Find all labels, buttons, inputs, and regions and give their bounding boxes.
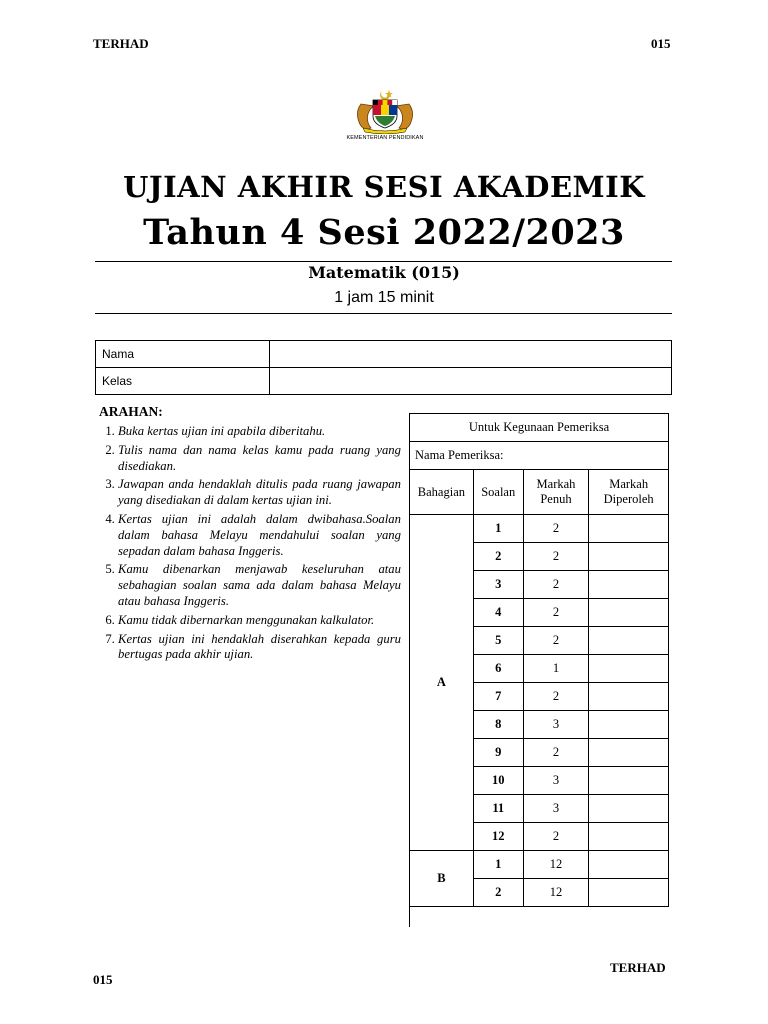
header-classification: TERHAD xyxy=(93,36,149,51)
question-number-cell: 2 xyxy=(473,543,523,571)
crest xyxy=(340,88,430,144)
obtained-mark-cell[interactable] xyxy=(589,879,669,907)
tail-spacer xyxy=(589,907,669,928)
obtained-mark-cell[interactable] xyxy=(589,851,669,879)
full-mark-cell: 2 xyxy=(523,683,589,711)
instruction-item: 3. Jawapan anda hendaklah ditulis pada ruang jawapan yang disediakan di dalam kertas ujian ini. xyxy=(118,477,401,509)
obtained-mark-cell[interactable] xyxy=(589,599,669,627)
question-number-cell: 9 xyxy=(473,739,523,767)
obtained-mark-cell[interactable] xyxy=(589,795,669,823)
instruction-item: 5. Kamu dibenarkan menjawab keseluruhan atau sebahagian soalan sama ada dalam bahasa Melayu atau bahasa Inggeris. xyxy=(118,562,401,609)
question-number-cell: 2 xyxy=(473,879,523,907)
divider-top xyxy=(95,261,672,262)
question-number-cell: 6 xyxy=(473,655,523,683)
tail-cell xyxy=(410,907,474,928)
exam-duration: 1 jam 15 minit xyxy=(334,289,434,306)
question-number-cell: 7 xyxy=(473,683,523,711)
full-mark-cell: 2 xyxy=(523,515,589,543)
name-field[interactable] xyxy=(270,341,672,368)
obtained-mark-cell[interactable] xyxy=(589,739,669,767)
divider-bottom xyxy=(95,313,672,314)
question-number-cell: 3 xyxy=(473,571,523,599)
instructions-list xyxy=(100,424,401,666)
col-header-question: Soalan xyxy=(473,470,523,515)
col-header-full-mark: Markah Penuh xyxy=(523,470,589,515)
class-field[interactable] xyxy=(270,368,672,395)
name-label: Nama xyxy=(96,341,270,368)
malaysia-coat-of-arms-icon xyxy=(353,88,417,134)
class-row xyxy=(96,368,672,395)
student-info-table xyxy=(95,340,672,395)
full-mark-cell: 3 xyxy=(523,767,589,795)
instruction-item: 1. Buka kertas ujian ini apabila diberitahu. xyxy=(118,424,401,440)
table-row xyxy=(410,851,669,879)
name-row xyxy=(96,341,672,368)
full-mark-cell: 12 xyxy=(523,851,589,879)
examiner-table-tail xyxy=(410,907,669,928)
full-mark-cell: 3 xyxy=(523,795,589,823)
full-mark-cell: 1 xyxy=(523,655,589,683)
obtained-mark-cell[interactable] xyxy=(589,711,669,739)
question-number-cell: 10 xyxy=(473,767,523,795)
question-number-cell: 1 xyxy=(473,515,523,543)
footer-classification: TERHAD xyxy=(610,960,666,975)
examiner-name-row xyxy=(410,442,669,470)
exam-title: UJIAN AKHIR SESI AKADEMIK xyxy=(123,170,645,204)
col-header-obtained: Markah Diperoleh xyxy=(589,470,669,515)
ministry-caption: KEMENTERIAN PENDIDIKAN xyxy=(346,135,424,141)
examiner-table-body xyxy=(410,515,669,907)
question-number-cell: 5 xyxy=(473,627,523,655)
obtained-mark-cell[interactable] xyxy=(589,627,669,655)
obtained-mark-cell[interactable] xyxy=(589,683,669,711)
full-mark-cell: 2 xyxy=(523,739,589,767)
question-number-cell: 8 xyxy=(473,711,523,739)
instruction-item: 7. Kertas ujian ini hendaklah diserahkan kepada guru bertugas pada akhir ujian. xyxy=(118,632,401,664)
examiner-name-label[interactable]: Nama Pemeriksa: xyxy=(410,442,669,470)
class-label: Kelas xyxy=(96,368,270,395)
obtained-mark-cell[interactable] xyxy=(589,543,669,571)
instruction-item: 2. Tulis nama dan nama kelas kamu pada ruang yang disediakan. xyxy=(118,443,401,475)
examiner-table xyxy=(409,413,669,927)
footer-paper-code: 015 xyxy=(93,972,113,987)
section-cell: B xyxy=(410,851,474,907)
exam-year-session: Tahun 4 Sesi 2022/2023 xyxy=(143,212,625,253)
full-mark-cell: 2 xyxy=(523,599,589,627)
question-number-cell: 4 xyxy=(473,599,523,627)
col-header-section: Bahagian xyxy=(410,470,474,515)
full-mark-cell: 2 xyxy=(523,823,589,851)
full-mark-cell: 2 xyxy=(523,571,589,599)
examiner-table-title: Untuk Kegunaan Pemeriksa xyxy=(410,414,669,442)
instruction-item: 6. Kamu tidak dibernarkan menggunakan kalkulator. xyxy=(118,613,401,629)
question-number-cell: 12 xyxy=(473,823,523,851)
full-mark-cell: 12 xyxy=(523,879,589,907)
examiner-table-header xyxy=(410,470,669,515)
obtained-mark-cell[interactable] xyxy=(589,655,669,683)
table-row xyxy=(410,515,669,543)
section-cell: A xyxy=(410,515,474,851)
question-number-cell: 11 xyxy=(473,795,523,823)
obtained-mark-cell[interactable] xyxy=(589,823,669,851)
full-mark-cell: 2 xyxy=(523,543,589,571)
obtained-mark-cell[interactable] xyxy=(589,571,669,599)
question-number-cell: 1 xyxy=(473,851,523,879)
exam-subject: Matematik (015) xyxy=(308,263,460,282)
examiner-table-title-row xyxy=(410,414,669,442)
full-mark-cell: 2 xyxy=(523,627,589,655)
instruction-item: 4. Kertas ujian ini adalah dalam dwibahasa.Soalan dalam bahasa Melayu mendahului soalan yang sepadan dalam bahasa Inggeris. xyxy=(118,512,401,559)
header-paper-code: 015 xyxy=(651,36,671,51)
instructions-title: ARAHAN: xyxy=(99,404,163,419)
obtained-mark-cell[interactable] xyxy=(589,767,669,795)
obtained-mark-cell[interactable] xyxy=(589,515,669,543)
full-mark-cell: 3 xyxy=(523,711,589,739)
tail-spacer xyxy=(523,907,589,928)
tail-spacer xyxy=(473,907,523,928)
